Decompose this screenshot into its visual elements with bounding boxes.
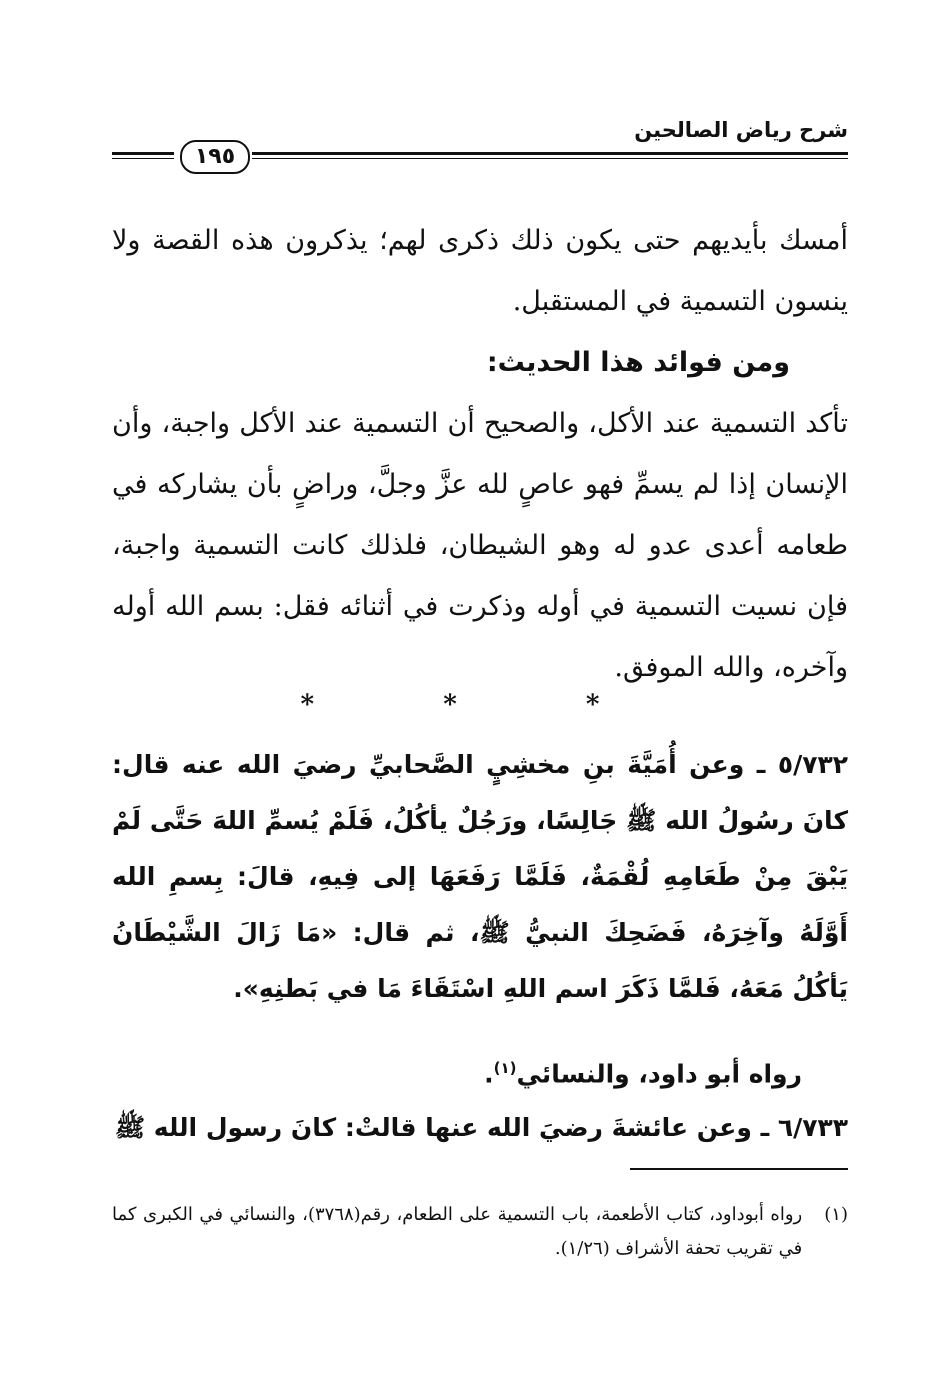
section-separator: * * *: [300, 690, 660, 720]
page-number: ١٩٥: [180, 140, 250, 174]
header-rule: [252, 152, 848, 155]
footnote: [112, 1198, 848, 1266]
hadith-732: ٥/٧٣٢ ـ وعن أُمَيَّةَ بنِ مخشِيٍ الصَّحابيِّ رضيَ الله عنه قال: كانَ رسُولُ الله ﷺ جَالِسًا، ورَجُلٌ يأكُلُ، فَلَمْ يُسمِّ اللهَ حَتَّى لَمْ يَبْقَ مِنْ طَعَامِهِ لُقْمَةٌ، فَلَمَّا رَفَعَهَا إلى فِيهِ، قالَ: بِسمِ الله أَوَّلَهُ وآخِرَهُ، فَضَحِكَ النبيُّ ﷺ، ثم قال: «مَا زَالَ الشَّيْطَانُ يَأكُلُ مَعَهُ، فَلمَّا ذَكَرَ اسم اللهِ اسْتَقَاءَ مَا في بَطنِهِ».: [112, 750, 848, 1003]
book-title: شرح رياض الصالحين: [634, 118, 848, 142]
footnote-text: رواه أبوداود، كتاب الأطعمة، باب التسمية على الطعام، رقم(٣٧٦٨)، والنسائي في الكبرى كما في تقريب تحفة الأشراف (١/٢٦).: [112, 1204, 803, 1259]
page-header: [112, 112, 848, 174]
footnote-reference[interactable]: (١): [493, 1059, 517, 1077]
paragraph-benefits: تأكد التسمية عند الأكل، والصحيح أن التسمية عند الأكل واجبة، وأن الإنسان إذا لم يسمِّ فهو عاصٍ لله عزَّ وجلَّ، وراضٍ بأن يشاركه في طعامه أعدى عدو له وهو الشيطان، فلذلك كانت التسمية واجبة، فإن نسيت التسمية في أوله وذكرت في أثنائه فقل: بسم الله أوله وآخره، والله الموفق.: [112, 408, 848, 683]
header-rule-left-thin: [112, 158, 174, 159]
header-rule-thin: [252, 158, 848, 159]
narration-line: [112, 1040, 848, 1102]
paragraph-continuation: أمسك بأيديهم حتى يكون ذلك ذكرى لهم؛ يذكرون هذه القصة ولا ينسون التسمية في المستقبل.: [112, 225, 848, 317]
narration-end: .: [484, 1059, 494, 1089]
narration-text: رواه أبو داود، والنسائي: [516, 1059, 802, 1089]
footnote-number: (١): [824, 1204, 848, 1225]
footnote-divider: [630, 1168, 848, 1170]
section-heading: ومن فوائد هذا الحديث:: [486, 347, 790, 378]
header-rule-left: [112, 152, 174, 155]
hadith-733: ٦/٧٣٣ ـ وعن عائشةَ رضيَ الله عنها قالتْ: كانَ رسول الله ﷺ: [114, 1113, 848, 1142]
